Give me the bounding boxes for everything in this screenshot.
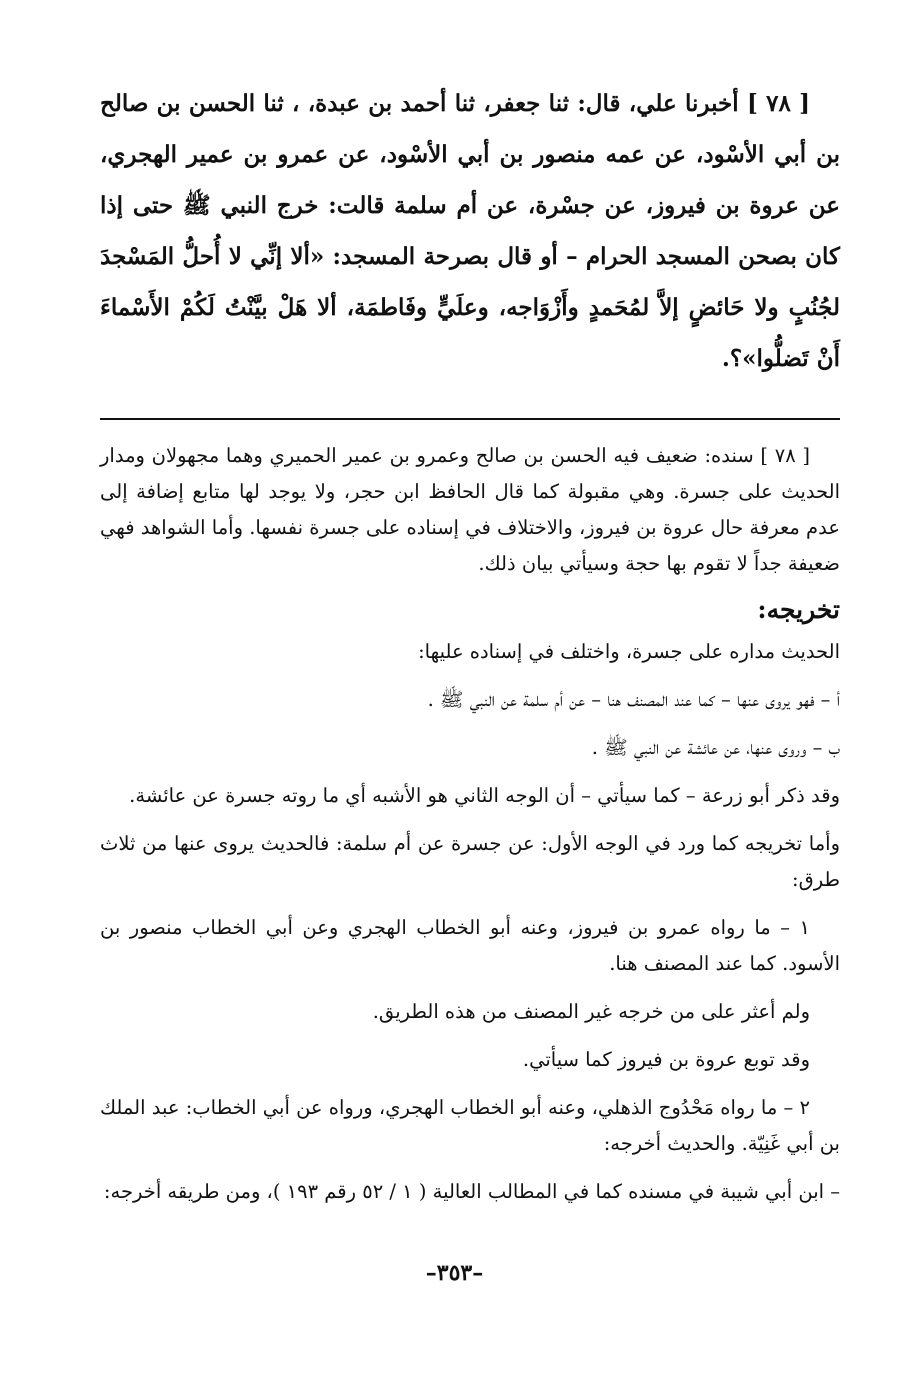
- page-number: –٣٥٣–: [425, 1260, 484, 1286]
- paragraph-3: ب – وروى عنها، عن عائشة عن النبي ﷺ .: [591, 736, 840, 759]
- footnotes: [100, 438, 840, 1210]
- paragraph-7: ولم أعثر على من خرجه غير المصنف من هذه الطريق.: [372, 1000, 810, 1023]
- page-body: [100, 78, 840, 1210]
- paragraph-9: ٢ – ما رواه مَحْدُوج الذهلي، وعنه أبو الخطاب الهجري، ورواه عن أبي الخطاب: عبد الملك بن أبي غَنِيّة. والحديث أخرجه:: [100, 1096, 840, 1155]
- footnote-divider: [100, 418, 840, 420]
- paragraph-5: وأما تخريجه كما ورد في الوجه الأول: عن جسرة عن أم سلمة: فالحديث يروى عنها من ثلاث طرق:: [100, 832, 840, 891]
- paragraph-6: ١ – ما رواه عمرو بن فيروز، وعنه أبو الخطاب الهجري وعن أبي الخطاب منصور بن الأسود. كما عند المصنف هنا.: [100, 916, 840, 975]
- paragraph-2: أ – فهو يروى عنها – كما عند المصنف هنا – عن أم سلمة عن النبي ﷺ .: [427, 688, 840, 711]
- paragraph-1: الحديث مداره على جسرة، واختلف في إسناده عليها:: [418, 640, 840, 663]
- hadith-text: [ ٧٨ ] أخبرنا علي، قال: ثنا جعفر، ثنا أحمد بن عبدة، ، ثنا الحسن بن صالح بن أبي الأسْود، عن عمه منصور بن أبي الأسْود، عن عمرو بن عمير الهجري، عن عروة بن فيروز، عن جسْرة، عن أم سلمة قالت: خرج النبي ﷺ حتى إذا كان بصحن المسجد الحرام – أو قال بصرحة المسجد: «ألا إنِّي لا أُحلُّ المَسْجدَ لجُنُبٍ ولا حَائضٍ إلاَّ لمُحَمدٍ وأَزْوَاجه، وعلَيٍّ وفَاطمَة، ألا هَلْ بيَّنْتُ لَكُمْ الأَسْماءَ أَنْ تَضلُّوا»؟.: [100, 90, 840, 372]
- paragraph-4: وقد ذكر أبو زرعة – كما سيأتي – أن الوجه الثاني هو الأشبه أي ما روته جسرة عن عائشة.: [129, 784, 840, 807]
- paragraph-8: وقد توبع عروة بن فيروز كما سيأتي.: [522, 1048, 810, 1071]
- hadith-block: [100, 78, 840, 384]
- paragraph-10: – ابن أبي شيبة في مسنده كما في المطالب العالية ( ١ / ٥٢ رقم ١٩٣ )، ومن طريقه أخرجه:: [103, 1180, 840, 1203]
- isnad-note: [ ٧٨ ] سنده: ضعيف فيه الحسن بن صالح وعمرو بن عمير الحميري وهما مجهولان ومدار الحديث على جسرة. وهي مقبولة كما قال الحافظ ابن حجر، ولا يوجد لها متابع إضافة إلى عدم معرفة حال عروة بن فيروز، والاختلاف في إسناده على جسرة نفسها. وأما الشواهد فهي ضعيفة جداً لا تقوم بها حجة وسيأتي بيان ذلك.: [100, 444, 840, 575]
- takhrij-heading: تخريجه:: [757, 595, 840, 624]
